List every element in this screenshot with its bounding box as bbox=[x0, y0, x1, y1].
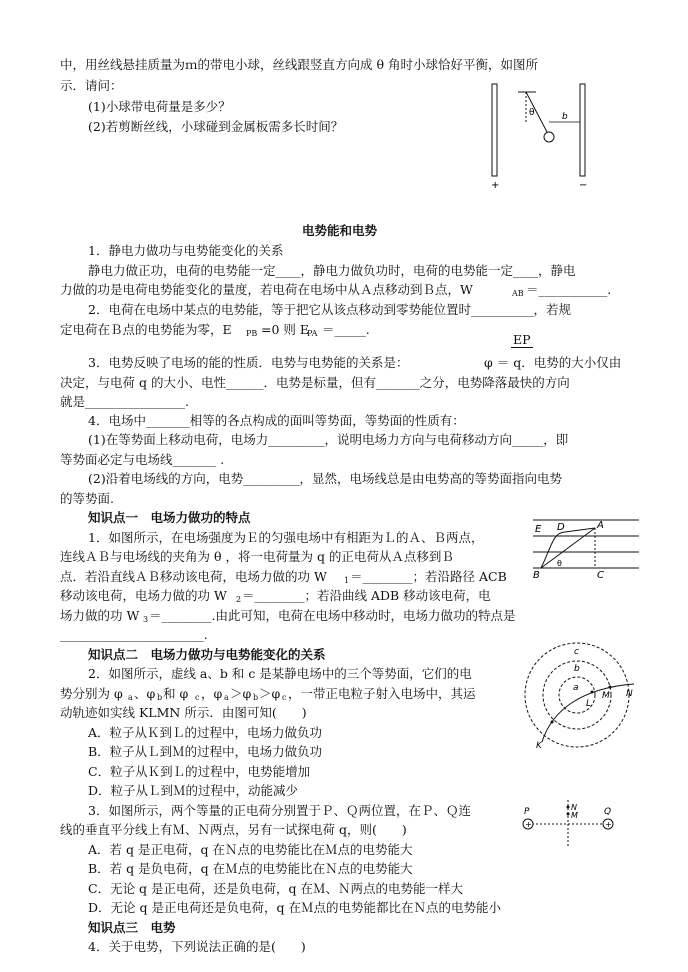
subscript: PA bbox=[307, 329, 318, 338]
P-label: P bbox=[524, 807, 530, 817]
text-line: D．粒子从Ｌ到Ｍ的过程中，动能减少 bbox=[88, 783, 299, 798]
text-line: 力做的功是电荷电势能变化的量度，若电荷在电场中从Ａ点移动到Ｂ点，W bbox=[60, 282, 473, 297]
equipotential-figure bbox=[522, 640, 640, 750]
text-line: 示．请问： bbox=[60, 78, 123, 93]
text-line: 定电荷在Ｂ点的电势能为零，E bbox=[60, 322, 232, 337]
text-line: A．若 q 是正电荷，q 在Ｎ点的电势能比在Ｍ点的电势能大 bbox=[88, 842, 413, 857]
text-line: (2)若剪断丝线，小球碰到金属板需多长时间？ bbox=[88, 119, 344, 134]
b-circle-label: b bbox=[574, 664, 580, 674]
L-label: L bbox=[586, 699, 592, 709]
field-theta-label: θ bbox=[557, 559, 562, 568]
text-line: 移动该电荷，电场力做的功 W bbox=[60, 588, 227, 603]
text-line: ＝_____. bbox=[322, 322, 370, 337]
text-line: ＝___________. bbox=[526, 282, 612, 297]
text-line: 、φ bbox=[134, 686, 156, 701]
text-line: 决定，与电荷 q 的大小、电性______．电势是标量，但有_______之分，电势降落最快的方向 bbox=[60, 375, 570, 390]
text-line: 中，用丝线悬挂质量为ｍ的带电小球，丝线跟竖直方向成 θ 角时小球恰好平衡，如图所 bbox=[60, 57, 538, 72]
text-line: 和 φ bbox=[163, 686, 189, 701]
text-line: ＝________.由此可知，电荷在电场中移动时，电场力做功的特点是 bbox=[149, 608, 516, 623]
text-line: 连线ＡＢ与电场线的夹角为 θ ，将一电荷量为 q 的正电荷从Ａ点移到Ｂ bbox=[60, 549, 454, 564]
text-line: 线的垂直平分线上有Ｍ、Ｎ两点，另有一试探电荷 q，则( ) bbox=[60, 822, 407, 837]
text-line: C．无论 q 是正电荷，还是负电荷，q 在Ｍ、Ｎ两点的电势能一样大 bbox=[88, 881, 463, 896]
uniform-field-figure bbox=[531, 508, 641, 584]
text-line: 4．关于电势，下列说法正确的是( ) bbox=[88, 939, 306, 954]
subscript: a bbox=[128, 693, 133, 702]
text-line: B．若 q 是负电荷，q 在Ｍ点的电势能比在Ｎ点的电势能大 bbox=[88, 861, 413, 876]
text-line: 3．如图所示，两个等量的正电荷分别置于Ｐ、Ｑ两位置，在Ｐ、Ｑ连 bbox=[88, 803, 471, 818]
E-label: E bbox=[535, 524, 542, 535]
N-label: N bbox=[626, 689, 633, 699]
text-line: (1)在等势面上移动电荷，电场力_________，说明电场力方向与电荷移动方向_____，即 bbox=[88, 432, 569, 447]
text-line: 的等势面. bbox=[60, 491, 114, 506]
text-line: A．粒子从Ｋ到Ｌ的过程中，电场力做负功 bbox=[88, 725, 323, 740]
subscript: c bbox=[282, 693, 287, 702]
subscript: PB bbox=[246, 329, 258, 338]
text-line: ，一带正电粒子射入电场中，其运 bbox=[288, 686, 476, 701]
subscript: 1 bbox=[344, 576, 350, 585]
text-line: 静电力做正功，电荷的电势能一定____，静电力做负功时，电荷的电势能一定____，静电 bbox=[88, 263, 576, 278]
text-line: 4．电场中_______相等的各点构成的面叫等势面，等势面的性质有： bbox=[88, 413, 465, 428]
subscript: b bbox=[253, 693, 259, 702]
two-charges-figure bbox=[520, 800, 616, 848]
section-heading: 知识点三 电势 bbox=[88, 920, 176, 935]
A-label: A bbox=[597, 520, 604, 531]
text-line: 1．静电力做功与电势能变化的关系 bbox=[88, 243, 284, 258]
text-line: ＞φ bbox=[230, 686, 252, 701]
B-label: B bbox=[533, 570, 540, 581]
text-line: 就是________________. bbox=[60, 394, 189, 409]
text-line: =0 则 E bbox=[261, 322, 309, 337]
subscript: 2 bbox=[236, 595, 242, 604]
theta-label: θ bbox=[529, 108, 535, 118]
text-line: ＝________；若沿路径 ACB bbox=[350, 569, 507, 584]
text-line: 2．如图所示，虚线 a、b 和 c 是某静电场中的三个等势面，它们的电 bbox=[88, 666, 472, 681]
section-heading: 知识点二 电场力做功与电势能变化的关系 bbox=[88, 647, 326, 662]
text-line: D．无论 q 是正电荷还是负电荷，q 在Ｍ点的电势能都比在Ｎ点的电势能小 bbox=[88, 900, 501, 915]
text-line: 场力做的功 W bbox=[60, 608, 140, 623]
text-line: 等势面必定与电场线_______ . bbox=[60, 452, 225, 467]
text-line: 动轨迹如实线 KLMN 所示．由图可知( ) bbox=[60, 705, 307, 720]
N-point-label: N bbox=[571, 803, 577, 812]
text-line: 2．电荷在电场中某点的电势能，等于把它从该点移动到零势能位置时__________，若规 bbox=[88, 302, 571, 317]
subscript: a bbox=[224, 693, 229, 702]
text-line: 势分别为 φ bbox=[60, 686, 123, 701]
text-line: 1．如图所示，在电场强度为Ｅ的匀强电场中有相距为Ｌ的Ａ、Ｂ两点， bbox=[88, 530, 484, 545]
text-line: φ ＝ q．电势的大小仅由 bbox=[484, 355, 622, 370]
a-label: a bbox=[573, 683, 579, 693]
b-label: b bbox=[562, 112, 568, 122]
plates-ball-figure bbox=[488, 82, 596, 192]
fraction-bar bbox=[511, 347, 533, 348]
M-label: M bbox=[602, 691, 610, 701]
M-point-label: M bbox=[571, 811, 578, 820]
subscript: 3 bbox=[143, 615, 149, 624]
text-line: B．粒子从Ｌ到Ｍ的过程中，电场力做负功 bbox=[88, 744, 323, 759]
svg-text:+: + bbox=[525, 820, 532, 829]
text-line: 点．若沿直线ＡＢ移动该电荷，电场力做的功 W bbox=[60, 569, 327, 584]
text-line: ＝________；若沿曲线 ADB 移动该电荷，电 bbox=[242, 588, 491, 603]
svg-text:+: + bbox=[605, 820, 612, 829]
K-label: K bbox=[536, 741, 542, 750]
text-line: EP bbox=[513, 332, 531, 347]
subscript: AB bbox=[512, 289, 524, 298]
text-line: 3．电势反映了电场的能的性质．电势与电势能的关系是： bbox=[88, 355, 409, 370]
subscript: c bbox=[195, 693, 200, 702]
Q-label: Q bbox=[604, 807, 612, 817]
D-label: D bbox=[557, 522, 565, 533]
section-heading: 知识点一 电场力做功的特点 bbox=[88, 510, 251, 525]
text-line: ，φ bbox=[201, 686, 223, 701]
text-line: (2)沿着电场线的方向，电势_________，显然，电场线总是由电势高的等势面指向电势 bbox=[88, 471, 562, 486]
subscript: b bbox=[157, 693, 163, 702]
text-line: ＞φ bbox=[259, 686, 281, 701]
minus-sign: − bbox=[579, 180, 588, 191]
plus-sign: + bbox=[491, 180, 500, 191]
c-label: c bbox=[574, 647, 579, 657]
text-line: (1)小球带电荷量是多少？ bbox=[88, 99, 231, 114]
C-label: C bbox=[597, 570, 604, 581]
text-line: C．粒子从Ｋ到Ｌ的过程中，电势能增加 bbox=[88, 764, 311, 779]
section-heading: 电势能和电势 bbox=[302, 223, 378, 238]
text-line: _______________________. bbox=[60, 627, 208, 642]
